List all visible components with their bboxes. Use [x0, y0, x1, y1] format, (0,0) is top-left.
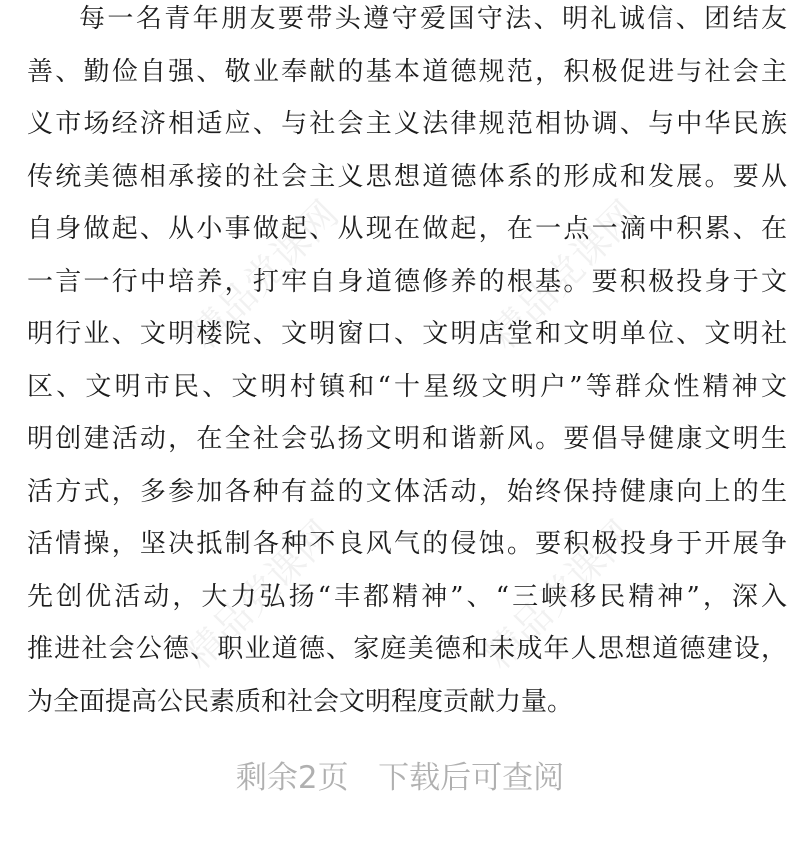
paragraph-line: 每一名青年朋友要带头遵守爱国守法、明礼诚信、团结友	[79, 4, 787, 34]
paragraph-line: 传统美德相承接的社会主义思想道德体系的形成和发展。要从	[27, 161, 787, 192]
watermark: 精品党课网	[481, 192, 647, 358]
paragraph-line: 推进社会公德、职业道德、家庭美德和未成年人思想道德建设，	[27, 634, 787, 664]
paragraph-line: 区、文明市民、文明村镇和“十星级文明户”等群众性精神文	[27, 371, 787, 402]
paragraph-line: 义市场经济相适应、与社会主义法律规范相协调、与中华民族	[27, 109, 787, 139]
paragraph-line: 自身做起、从小事做起、从现在做起，在一点一滴中积累、在	[27, 214, 787, 244]
watermark: 精品党课网	[176, 512, 342, 678]
paragraph-line: 明行业、文明楼院、文明窗口、文明店堂和文明单位、文明社	[27, 319, 787, 349]
paragraph-line: 明创建活动，在全社会弘扬文明和谐新风。要倡导健康文明生	[27, 424, 787, 454]
paragraph-line: 先创优活动，大力弘扬“丰都精神”、“三峡移民精神”，深入	[27, 581, 787, 612]
paragraph-line: 活情操，坚决抵制各种不良风气的侵蚀。要积极投身于开展争	[27, 529, 787, 559]
remaining-pages-label: 剩余2页	[235, 760, 349, 796]
download-prompt[interactable]	[0, 752, 800, 797]
paragraph-line: 为全面提高公民素质和社会文明程度贡献力量。	[27, 686, 574, 717]
download-to-view-label: 下载后可查阅	[378, 760, 565, 796]
watermark: 精品党课网	[476, 512, 642, 678]
paragraph-line: 善、勤俭自强、敬业奉献的基本道德规范，积极促进与社会主	[27, 56, 787, 87]
paragraph-line: 一言一行中培养，打牢自身道德修养的根基。要积极投身于文	[27, 266, 787, 297]
watermark: 精品党课网	[181, 192, 347, 358]
document-body	[27, 0, 787, 728]
paragraph-line: 活方式，多参加各种有益的文体活动，始终保持健康向上的生	[27, 476, 787, 507]
